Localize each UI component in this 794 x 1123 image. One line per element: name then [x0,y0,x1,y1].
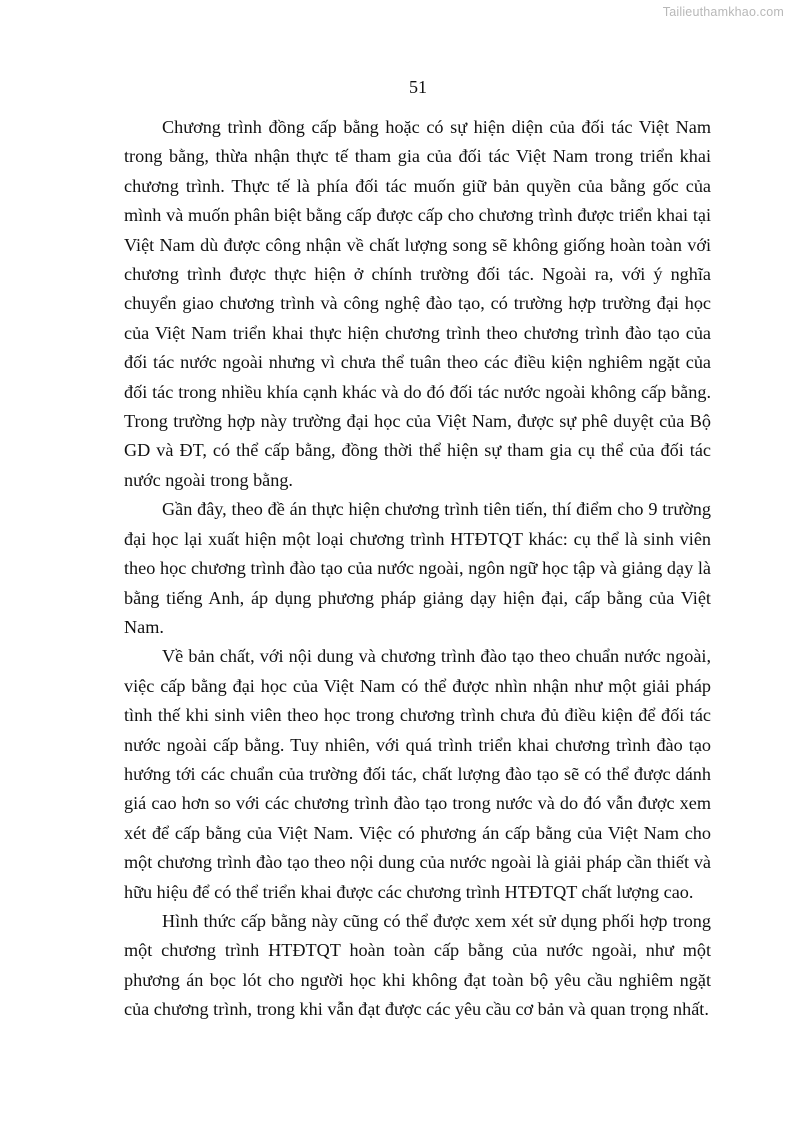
paragraph-2: Gần đây, theo đề án thực hiện chương trình tiên tiến, thí điểm cho 9 trường đại học lại xuất hiện một loại chương trình HTĐTQT khác: cụ thể là sinh viên theo học chương trình đào tạo của nước ngoài, ngôn ngữ học tập và giảng dạy là bằng tiếng Anh, áp dụng phương pháp giảng dạy hiện đại, cấp bằng của Việt Nam. [124,499,711,637]
paragraph-1: Chương trình đồng cấp bằng hoặc có sự hiện diện của đối tác Việt Nam trong bằng, thừa nhận thực tế tham gia của đối tác Việt Nam trong triển khai chương trình. Thực tế là phía đối tác muốn giữ bản quyền của bằng gốc của mình và muốn phân biệt bằng cấp được cấp cho chương trình được triển khai tại Việt Nam dù được công nhận về chất lượng song sẽ không giống hoàn toàn với chương trình được thực hiện ở chính trường đối tác. Ngoài ra, với ý nghĩa chuyển giao chương trình và công nghệ đào tạo, có trường hợp trường đại học của Việt Nam triển khai thực hiện chương trình theo chương trình đào tạo của đối tác nước ngoài nhưng vì chưa thể tuân theo các điều kiện nghiêm ngặt của đối tác trong nhiều khía cạnh khác và do đó đối tác nước ngoài không cấp bằng. Trong trường hợp này trường đại học của Việt Nam, được sự phê duyệt của Bộ GD và ĐT, có thể cấp bằng, đồng thời thể hiện sự tham gia cụ thể của đối tác nước ngoài trong bằng. [124,117,711,490]
watermark: Tailieuthamkhao.com [662,5,784,19]
paragraph-3: Về bản chất, với nội dung và chương trình đào tạo theo chuẩn nước ngoài, việc cấp bằng đại học của Việt Nam có thể được nhìn nhận như một giải pháp tình thế khi sinh viên theo học trong chương trình chưa đủ điều kiện để đối tác nước ngoài cấp bằng. Tuy nhiên, với quá trình triển khai chương trình đào tạo hướng tới các chuẩn của trường đối tác, chất lượng đào tạo sẽ có thể được dánh giá cao hơn so với các chương trình đào tạo trong nước và do đó vẫn được xem xét để cấp bằng của Việt Nam. Việc có phương án cấp bằng của Việt Nam cho một chương trình đào tạo theo nội dung của nước ngoài là giải pháp cần thiết và hữu hiệu để có thể triển khai được các chương trình HTĐTQT chất lượng cao. [124,646,711,902]
page-number: 51 [409,77,427,97]
paragraph-4: Hình thức cấp bằng này cũng có thể được xem xét sử dụng phối hợp trong một chương trình HTĐTQT hoàn toàn cấp bằng của nước ngoài, như một phương án bọc lót cho người học khi không đạt toàn bộ yêu cầu nghiêm ngặt của chương trình, trong khi vẫn đạt được các yêu cầu cơ bản và quan trọng nhất. [124,910,711,1020]
document-body [124,113,711,1025]
